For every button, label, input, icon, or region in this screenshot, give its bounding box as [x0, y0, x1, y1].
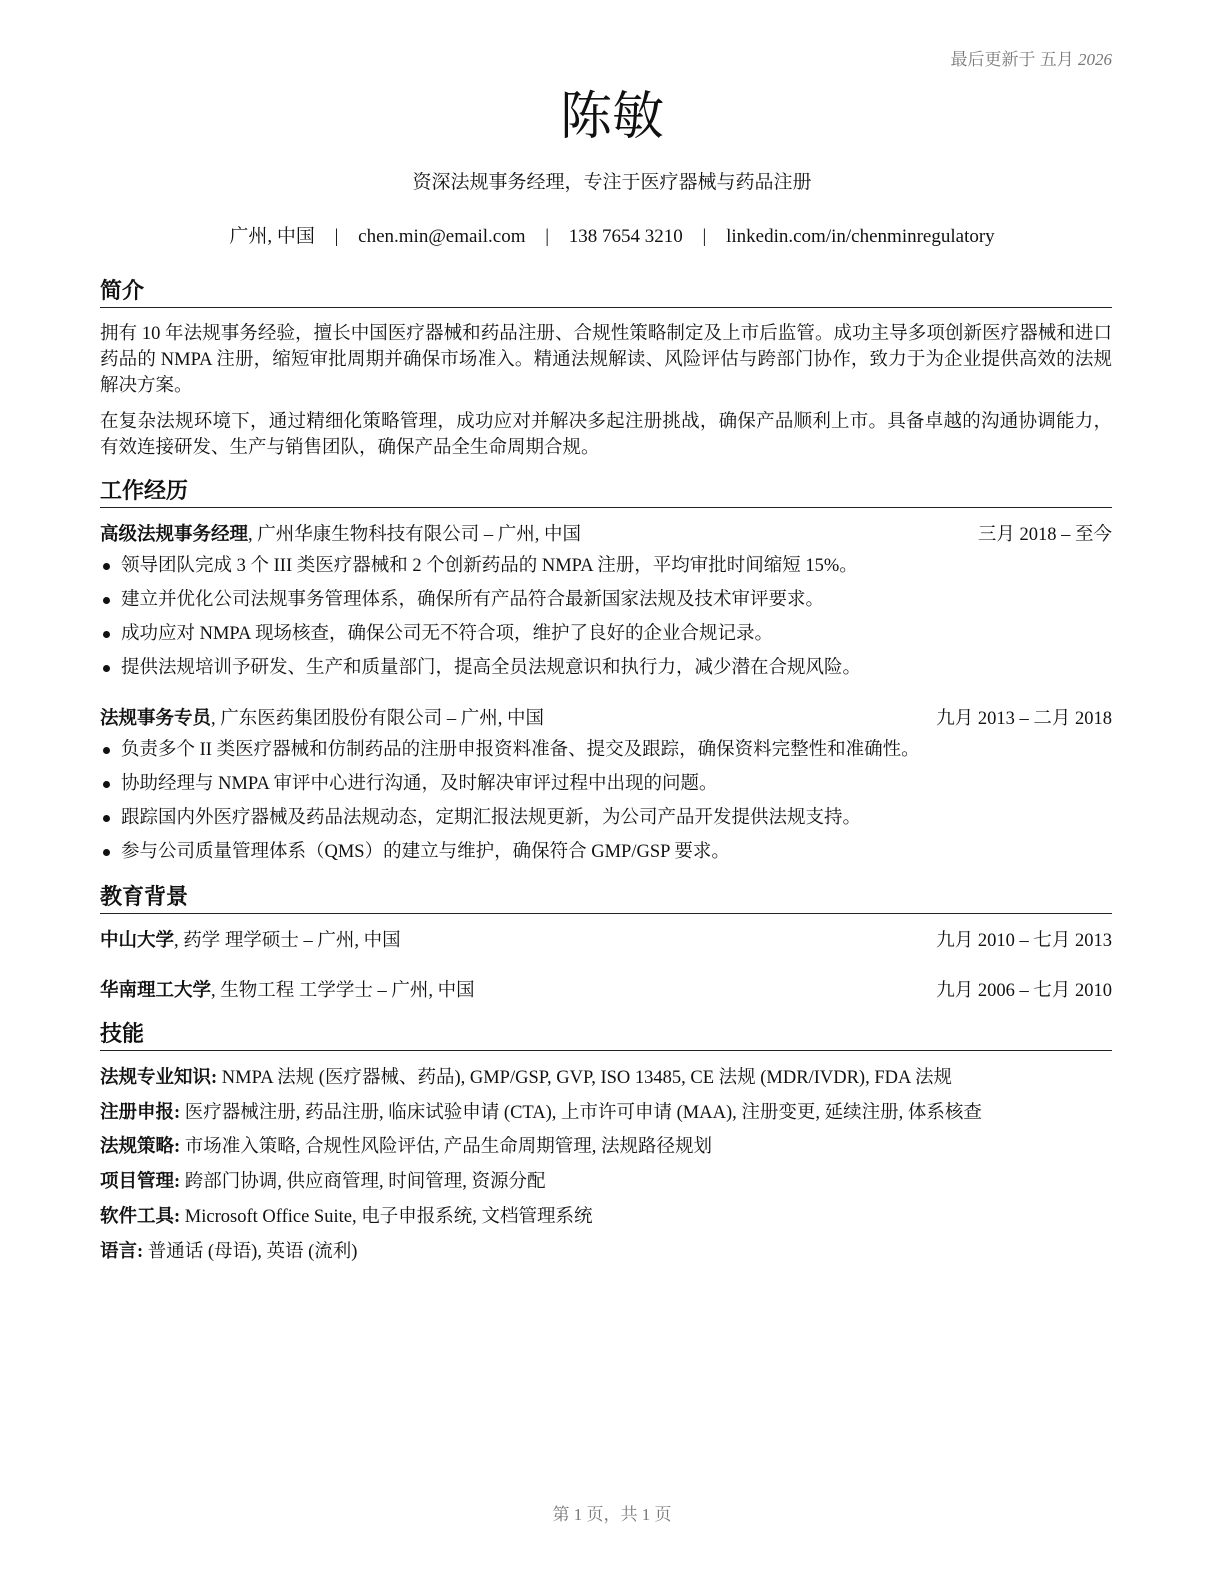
degree: , 药学 理学硕士 – 广州, 中国 — [174, 931, 401, 951]
skill-row — [100, 1204, 1112, 1230]
candidate-name: 陈敏 — [559, 87, 664, 147]
last-updated-year: 2026 — [1078, 50, 1112, 69]
section-title-summary: 简介 — [100, 277, 1112, 308]
list-item: 负责多个 II 类医疗器械和仿制药品的注册申报资料准备、提交及跟踪，确保资料完整性和准确性。 — [100, 737, 1112, 771]
section-title-experience: 工作经历 — [100, 477, 1112, 508]
skill-row — [100, 1239, 1112, 1265]
skill-value: NMPA 法规 (医疗器械、药品), GMP/GSP, GVP, ISO 13485, CE 法规 (MDR/IVDR), FDA 法规 — [217, 1068, 952, 1088]
list-item: 提供法规培训予研发、生产和质量部门，提高全员法规意识和执行力，减少潜在合规风险。 — [100, 655, 1112, 689]
list-item: 成功应对 NMPA 现场核查，确保公司无不符合项，维护了良好的企业合规记录。 — [100, 621, 1112, 655]
skill-value: 跨部门协调, 供应商管理, 时间管理, 资源分配 — [180, 1172, 546, 1192]
education-entry — [100, 928, 1112, 954]
summary-paragraph: 在复杂法规环境下，通过精细化策略管理，成功应对并解决多起注册挑战，确保产品顺利上市。具备卓越的沟通协调能力，有效连接研发、生产与销售团队，确保产品全生命周期合规。 — [100, 412, 1112, 458]
skill-row — [100, 1100, 1112, 1126]
skill-value: 医疗器械注册, 药品注册, 临床试验申请 (CTA), 上市许可申请 (MAA), 注册变更, 延续注册, 体系核查 — [180, 1103, 982, 1123]
school-name: 中山大学 — [100, 931, 175, 951]
contact-phone: 138 7654 3210 — [568, 226, 683, 247]
job-date: 九月 2013 – 二月 2018 — [936, 709, 1112, 729]
skill-label: 法规策略: — [100, 1137, 181, 1157]
education-date: 九月 2010 – 七月 2013 — [936, 931, 1112, 951]
education-entry — [100, 978, 1112, 1004]
list-item: 建立并优化公司法规事务管理体系，确保所有产品符合最新国家法规及技术审评要求。 — [100, 587, 1112, 621]
job-company: , 广东医药集团股份有限公司 – 广州, 中国 — [211, 709, 545, 729]
contact-linkedin[interactable]: linkedin.com/in/chenminregulatory — [726, 226, 995, 247]
list-item: 参与公司质量管理体系（QMS）的建立与维护，确保符合 GMP/GSP 要求。 — [100, 839, 1112, 873]
contact-line — [0, 224, 1224, 250]
section-title-skills: 技能 — [100, 1020, 1112, 1051]
headline: 资深法规事务经理，专注于医疗器械与药品注册 — [412, 172, 812, 193]
contact-location: 广州, 中国 — [229, 226, 315, 247]
skill-label: 法规专业知识: — [100, 1068, 218, 1088]
job-header — [100, 706, 1112, 732]
job-title: 法规事务专员 — [100, 709, 212, 729]
job-title: 高级法规事务经理 — [100, 525, 249, 545]
skill-label: 软件工具: — [100, 1207, 181, 1227]
skill-label: 项目管理: — [100, 1172, 181, 1192]
skill-row — [100, 1169, 1112, 1195]
skill-value: Microsoft Office Suite, 电子申报系统, 文档管理系统 — [180, 1207, 593, 1227]
skill-label: 语言: — [100, 1242, 144, 1262]
skill-row — [100, 1134, 1112, 1160]
contact-separator: | — [545, 226, 550, 247]
job-header — [100, 522, 1112, 548]
section-title-education: 教育背景 — [100, 883, 1112, 914]
job-bullets — [100, 737, 1112, 873]
job-date: 三月 2018 – 至今 — [977, 525, 1112, 545]
page-footer: 第 1 页，共 1 页 — [552, 1505, 672, 1524]
list-item: 协助经理与 NMPA 审评中心进行沟通，及时解决审评过程中出现的问题。 — [100, 771, 1112, 805]
job-bullets — [100, 553, 1112, 689]
education-date: 九月 2006 – 七月 2010 — [936, 981, 1112, 1001]
contact-email[interactable]: chen.min@email.com — [358, 226, 526, 247]
contact-separator: | — [702, 226, 707, 247]
job-company: , 广州华康生物科技有限公司 – 广州, 中国 — [248, 525, 582, 545]
skill-label: 注册申报: — [100, 1103, 181, 1123]
degree: , 生物工程 工学学士 – 广州, 中国 — [211, 981, 475, 1001]
skill-value: 市场准入策略, 合规性风险评估, 产品生命周期管理, 法规路径规划 — [180, 1137, 713, 1157]
last-updated — [951, 45, 1113, 70]
last-updated-prefix: 最后更新于 五月 — [950, 50, 1074, 69]
school-name: 华南理工大学 — [100, 981, 212, 1001]
skill-row — [100, 1065, 1112, 1091]
skill-value: 普通话 (母语), 英语 (流利) — [143, 1242, 358, 1262]
list-item: 领导团队完成 3 个 III 类医疗器械和 2 个创新药品的 NMPA 注册，平均审批时间缩短 15%。 — [100, 553, 1112, 587]
contact-separator: | — [334, 226, 339, 247]
summary-paragraph: 拥有 10 年法规事务经验，擅长中国医疗器械和药品注册、合规性策略制定及上市后监管。成功主导多项创新医疗器械和进口药品的 NMPA 注册，缩短审批周期并确保市场准入。精通法规解读、风险评估与跨部门协作，致力于为企业提供高效的法规解决方案。 — [100, 324, 1112, 396]
list-item: 跟踪国内外医疗器械及药品法规动态，定期汇报法规更新，为公司产品开发提供法规支持。 — [100, 805, 1112, 839]
